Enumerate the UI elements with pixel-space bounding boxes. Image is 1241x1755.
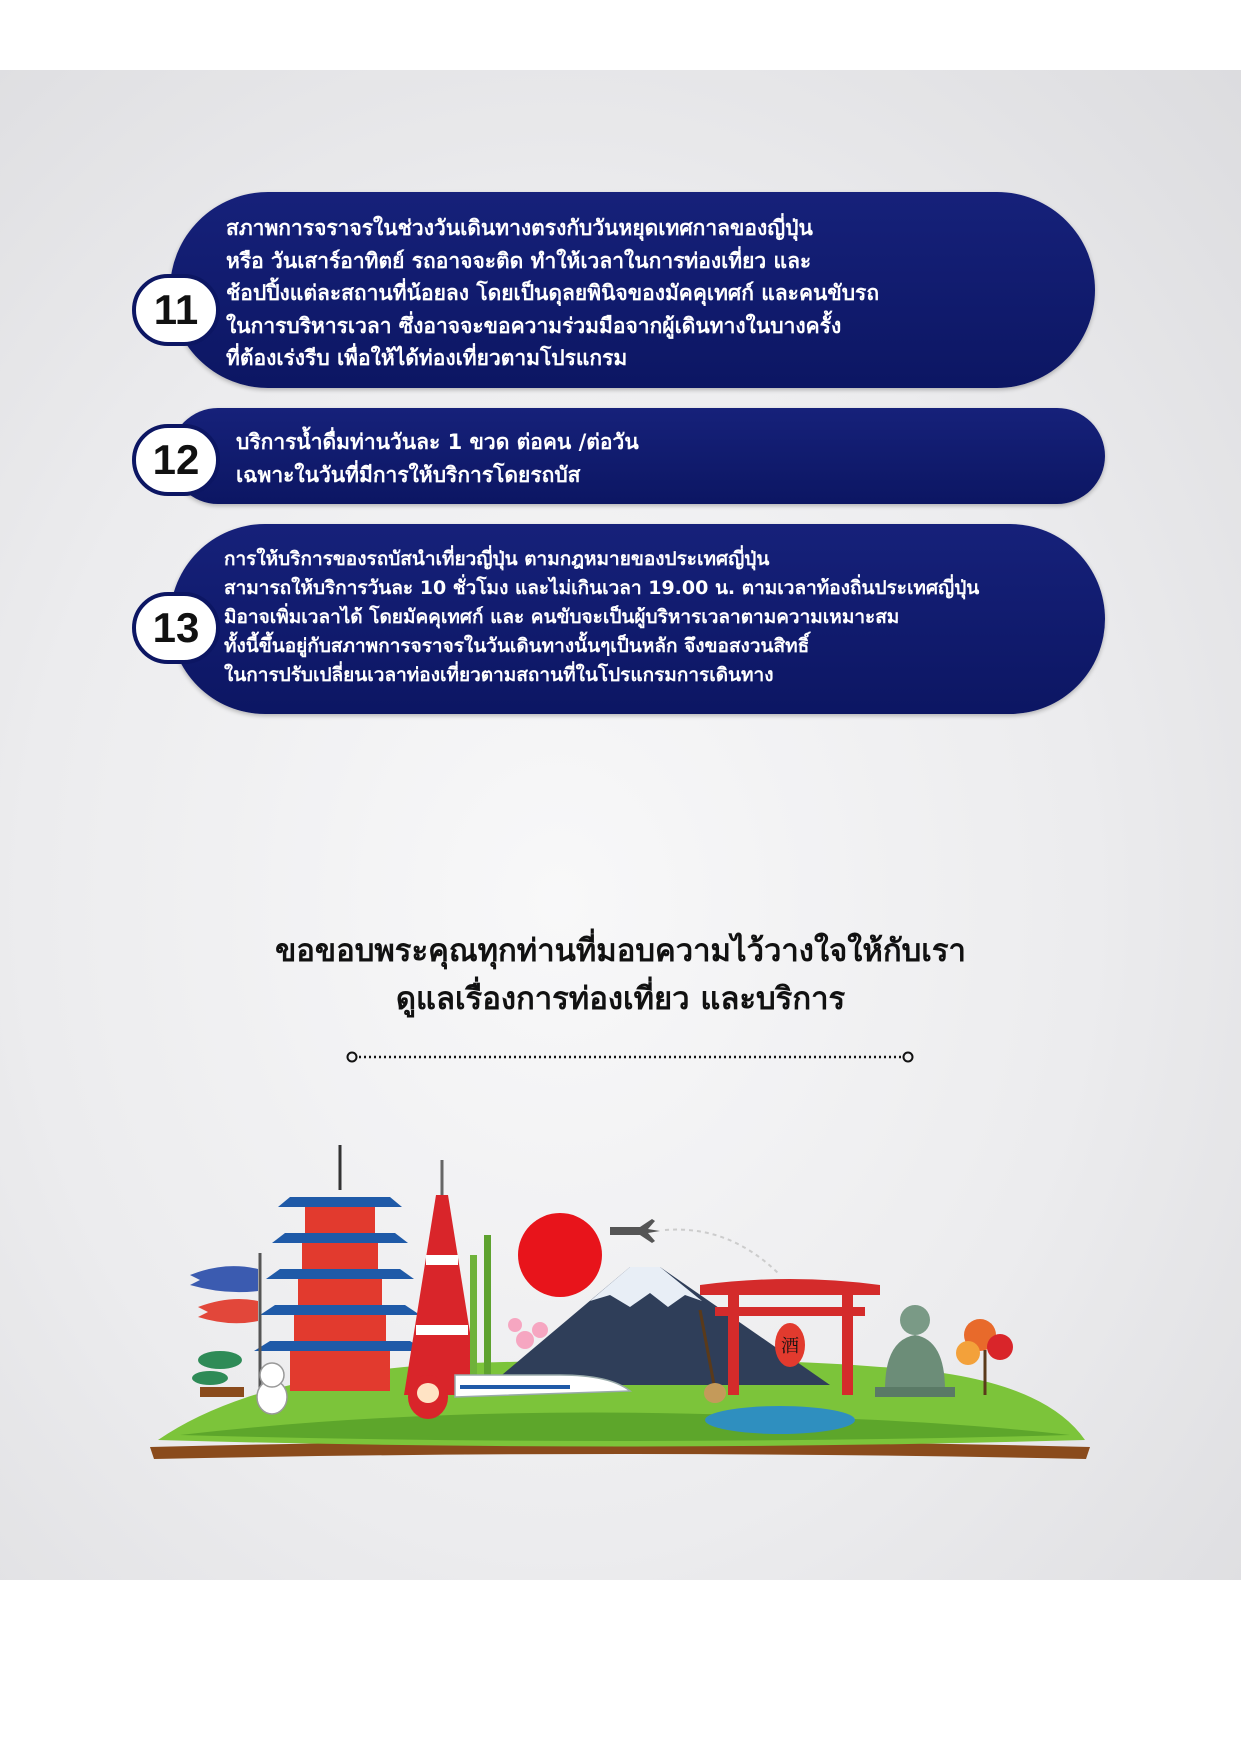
daruma-icon xyxy=(408,1375,448,1419)
thanks-heading-line-2: ดูแลเรื่องการท่องเที่ยว และบริการ xyxy=(395,981,846,1017)
note-line: ช้อปปิ้งแต่ละสถานที่น้อยลง โดยเป็นดุลยพินิจของมัคคุเทศก์ และคนขับรถ xyxy=(226,281,880,305)
note-13-card xyxy=(152,524,1105,714)
note-line: ในการปรับเปลี่ยนเวลาท่องเที่ยวตามสถานที่ในโปรแกรมการเดินทาง xyxy=(224,664,774,686)
thanks-heading-line-1: ขอขอบพระคุณทุกท่านที่มอบความไว้วางใจให้กับเรา xyxy=(275,933,966,969)
tokyo-tower-icon xyxy=(404,1160,480,1395)
note-line: ทั้งนี้ขึ้นอยู่กับสภาพการจราจรในวันเดินทางนั้นๆเป็นหลัก จึงขอสงวนสิทธิ์ xyxy=(224,635,810,657)
japan-landmarks-illustration xyxy=(140,1135,1100,1475)
sun-icon xyxy=(518,1213,602,1297)
bonsai-icon xyxy=(192,1351,244,1397)
note-line: หรือ วันเสาร์อาทิตย์ รถอาจจะติด ทำให้เวลาในการท่องเที่ยว และ xyxy=(226,248,812,273)
note-12-number-badge: 12 xyxy=(132,424,220,496)
note-line: เฉพาะในวันที่มีการให้บริการโดยรถบัส xyxy=(236,463,581,487)
note-11-card xyxy=(153,192,1095,388)
airplane-icon xyxy=(610,1219,780,1275)
note-line: สภาพการจราจรในช่วงวันเดินทางตรงกับวันหยุดเทศกาลของญี่ปุ่น xyxy=(226,216,813,240)
note-12-text xyxy=(236,426,639,492)
note-13-text xyxy=(224,545,979,690)
bamboo-icon xyxy=(470,1235,491,1385)
note-line: ที่ต้องเร่งรีบ เพื่อให้ได้ท่องเที่ยวตามโปรแกรม xyxy=(226,346,628,370)
note-line: สามารถให้บริการวันละ 10 ชั่วโมง และไม่เกินเวลา 19.00 น. ตามเวลาท้องถิ่นประเทศญี่ปุ่น xyxy=(224,577,980,599)
note-11-text xyxy=(226,212,879,375)
note-line: การให้บริการของรถบัสนำเที่ยวญี่ปุ่น ตามกฎหมายของประเทศญี่ปุ่น xyxy=(224,548,770,570)
pond-icon xyxy=(705,1406,855,1434)
dotted-divider xyxy=(345,1050,915,1064)
note-line: บริการน้ำดื่มท่านวันละ 1 ขวด ต่อคน /ต่อวัน xyxy=(236,430,639,454)
note-13-number-badge: 13 xyxy=(132,592,220,664)
note-12-card xyxy=(152,408,1105,504)
sake-lantern-sign: 酒 xyxy=(781,1336,799,1357)
pagoda-icon xyxy=(254,1145,426,1391)
note-line: มิอาจเพิ่มเวลาได้ โดยมัคคุเทศก์ และ คนขับจะเป็นผู้บริหารเวลาตามความเหมาะสม xyxy=(224,606,900,628)
note-11-number-badge: 11 xyxy=(132,274,220,346)
buddha-statue-icon xyxy=(875,1305,955,1397)
note-line: ในการบริหารเวลา ซึ่งอาจจะขอความร่วมมือจากผู้เดินทางในบางครั้ง xyxy=(226,313,842,338)
lucky-cat-icon xyxy=(257,1363,287,1414)
